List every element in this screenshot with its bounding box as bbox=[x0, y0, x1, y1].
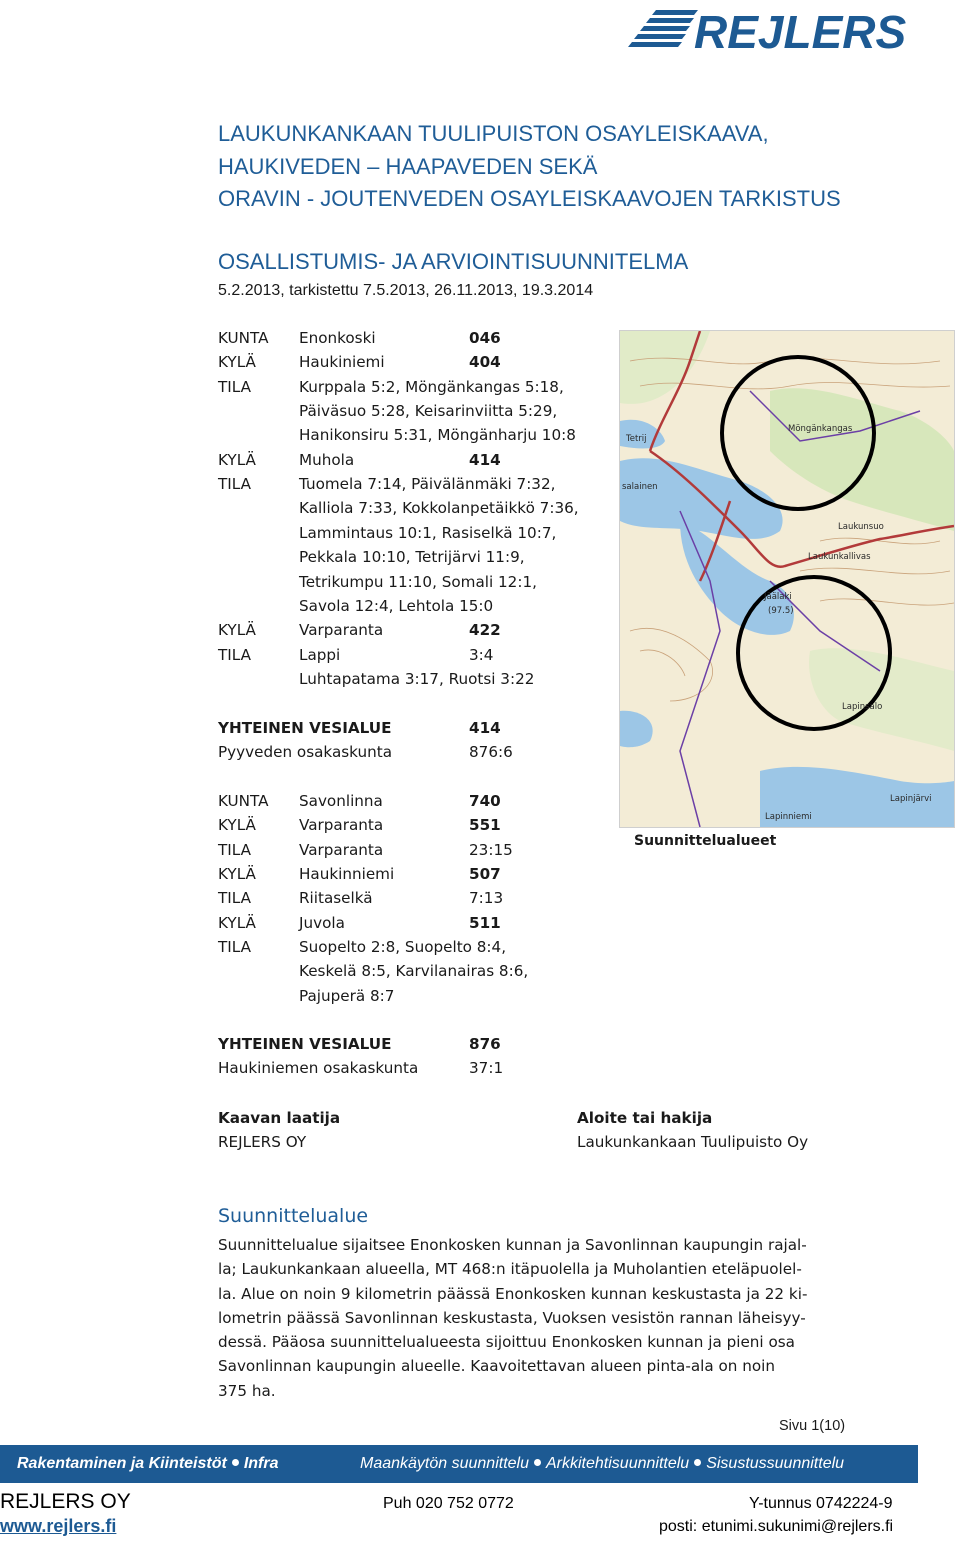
row-code: 740 bbox=[469, 792, 501, 810]
section-line: 375 ha. bbox=[218, 1381, 276, 1400]
property-row bbox=[218, 496, 618, 520]
row-type: TILA bbox=[218, 475, 251, 494]
property-row bbox=[218, 570, 618, 594]
property-row bbox=[218, 813, 618, 837]
row-code: 3:4 bbox=[469, 645, 494, 664]
section-title: Suunnittelualue bbox=[218, 1205, 369, 1227]
property-row bbox=[218, 935, 618, 959]
map-label: Lapinsalo bbox=[842, 702, 883, 712]
footer-company: REJLERS OY bbox=[0, 1490, 131, 1513]
row-code: 046 bbox=[469, 329, 501, 347]
row-type: KUNTA bbox=[218, 329, 269, 347]
row-label: Pyyveden osakaskunta bbox=[218, 743, 393, 762]
row-code: 414 bbox=[469, 719, 501, 737]
row-type: KYLÄ bbox=[218, 816, 256, 835]
footer-item: Arkkitehtisuunnittelu bbox=[546, 1455, 690, 1472]
row-type: TILA bbox=[218, 938, 251, 957]
map-label: Lapinjärvi bbox=[890, 794, 932, 804]
planner-name: REJLERS OY bbox=[218, 1133, 307, 1151]
rejlers-logo bbox=[628, 6, 952, 54]
planner-block bbox=[218, 1106, 340, 1154]
property-row bbox=[218, 959, 618, 983]
row-name: Juvola bbox=[299, 913, 345, 932]
property-row bbox=[218, 643, 618, 667]
row-type: KYLÄ bbox=[218, 865, 256, 884]
section-line: lometrin päässä Savonlinnan keskustasta, Vuoksen vesistön rannan läheisyy- bbox=[218, 1308, 806, 1327]
initiator-label: Aloite tai hakija bbox=[577, 1109, 713, 1127]
doc-subtitle: OSALLISTUMIS- JA ARVIOINTISUUNNITELMA bbox=[218, 249, 689, 274]
initiator-block bbox=[577, 1106, 808, 1154]
property-row bbox=[218, 716, 618, 740]
map-label: salainen bbox=[622, 482, 658, 492]
row-type: TILA bbox=[218, 889, 251, 908]
map-label: Tetrij bbox=[626, 434, 647, 444]
property-row bbox=[218, 448, 618, 472]
row-type: TILA bbox=[218, 840, 251, 859]
footer-item: Sisustussuunnittelu bbox=[706, 1455, 845, 1472]
property-row bbox=[218, 1032, 618, 1056]
row-name: Riitaselkä bbox=[299, 889, 373, 908]
row-name: Varparanta bbox=[299, 840, 384, 859]
doc-dates: 5.2.2013, tarkistettu 7.5.2013, 26.11.2013, 19.3.2014 bbox=[218, 282, 594, 299]
row-name: Tetrikumpu 11:10, Somali 12:1, bbox=[299, 572, 537, 591]
footer-business-id: Y-tunnus 0742224-9 bbox=[749, 1495, 893, 1512]
property-row bbox=[218, 740, 618, 764]
row-name: Hanikonsiru 5:31, Möngänharju 10:8 bbox=[299, 426, 576, 445]
row-name: Lammintaus 10:1, Rasiselkä 10:7, bbox=[299, 523, 557, 542]
row-name: Savonlinna bbox=[299, 792, 383, 810]
row-code: 7:13 bbox=[469, 889, 504, 908]
map-image bbox=[619, 330, 955, 828]
page-number: Sivu 1(10) bbox=[779, 1418, 846, 1434]
map-label: Möngänkangas bbox=[788, 424, 853, 434]
property-row bbox=[218, 886, 618, 910]
row-name: Suopelto 2:8, Suopelto 8:4, bbox=[299, 938, 507, 957]
doc-title-line-3: ORAVIN - JOUTENVEDEN OSAYLEISKAAVOJEN TARKISTUS bbox=[218, 186, 841, 211]
map-label: Laukunsuo bbox=[838, 522, 884, 532]
row-type: TILA bbox=[218, 377, 251, 396]
row-code: 876:6 bbox=[469, 743, 513, 762]
property-row bbox=[218, 1056, 618, 1080]
doc-title-line-2: HAUKIVEDEN – HAAPAVEDEN SEKÄ bbox=[218, 154, 598, 179]
row-name: Kalliola 7:33, Kokkolanpetäikkö 7:36, bbox=[299, 499, 579, 518]
property-row bbox=[218, 667, 618, 691]
footer-left bbox=[17, 1455, 279, 1473]
row-name: Haukinniemi bbox=[299, 865, 395, 884]
row-code: 422 bbox=[469, 621, 501, 640]
row-name: Keskelä 8:5, Karvilanairas 8:6, bbox=[299, 962, 529, 981]
row-code: 23:15 bbox=[469, 840, 513, 859]
property-row bbox=[218, 472, 618, 496]
row-name: Pajuperä 8:7 bbox=[299, 986, 395, 1005]
footer-email: posti: etunimi.sukunimi@rejlers.fi bbox=[659, 1518, 894, 1535]
property-row bbox=[218, 545, 618, 569]
property-row bbox=[218, 862, 618, 886]
row-code: 876 bbox=[469, 1035, 501, 1053]
map-label: Jäälaki bbox=[764, 592, 792, 602]
row-type: KYLÄ bbox=[218, 621, 256, 640]
row-name: Savola 12:4, Lehtola 15:0 bbox=[299, 596, 494, 615]
planner-label: Kaavan laatija bbox=[218, 1109, 341, 1127]
row-type: TILA bbox=[218, 645, 251, 664]
property-row bbox=[218, 618, 618, 642]
section-line: la; Laukunkankaan alueella, MT 468:n itäpuolella ja Muholantien eteläpuolel- bbox=[218, 1260, 802, 1279]
row-name: Pekkala 10:10, Tetrijärvi 11:9, bbox=[299, 548, 525, 567]
row-type: KYLÄ bbox=[218, 450, 256, 469]
row-name: Muhola bbox=[299, 450, 355, 469]
topographic-map bbox=[620, 331, 954, 827]
row-name: Enonkoski bbox=[299, 329, 376, 347]
row-name: Lappi bbox=[299, 645, 341, 664]
doc-title-line-1: LAUKUNKANKAAN TUULIPUISTON OSAYLEISKAAVA, bbox=[218, 121, 769, 146]
footer-phone: Puh 020 752 0772 bbox=[383, 1495, 514, 1512]
property-row bbox=[218, 375, 618, 399]
section-line: Suunnittelualue sijaitsee Enonkosken kunnan ja Savonlinnan kaupungin rajal- bbox=[218, 1236, 807, 1254]
row-label: YHTEINEN VESIALUE bbox=[218, 1035, 392, 1053]
section-line: dessä. Pääosa suunnittelualueesta sijoittuu Enonkosken kunnan ja pieni osa bbox=[218, 1333, 795, 1352]
bullet-icon bbox=[232, 1459, 239, 1466]
row-name: Haukiniemi bbox=[299, 353, 385, 372]
initiator-name: Laukunkankaan Tuulipuisto Oy bbox=[577, 1133, 809, 1151]
property-row bbox=[218, 521, 618, 545]
bullet-icon bbox=[534, 1459, 541, 1466]
row-label: Haukiniemen osakaskunta bbox=[218, 1059, 419, 1078]
map-caption: Suunnittelualueet bbox=[634, 833, 777, 849]
map-label: Lapinniemi bbox=[765, 812, 812, 822]
row-name: Varparanta bbox=[299, 816, 384, 835]
map-label: (97.5) bbox=[768, 606, 794, 616]
footer-website-link[interactable]: www.rejlers.fi bbox=[0, 1516, 117, 1536]
property-row bbox=[218, 911, 618, 935]
property-row bbox=[218, 399, 618, 423]
row-type: KYLÄ bbox=[218, 913, 256, 932]
property-row bbox=[218, 423, 618, 447]
row-type: KYLÄ bbox=[218, 353, 256, 372]
row-code: 507 bbox=[469, 865, 501, 884]
bullet-icon bbox=[694, 1459, 701, 1466]
property-row bbox=[218, 326, 618, 350]
row-type: KUNTA bbox=[218, 792, 269, 810]
row-code: 511 bbox=[469, 913, 501, 932]
row-code: 37:1 bbox=[469, 1059, 504, 1078]
section-line: Savonlinnan kaupungin alueelle. Kaavoitettavan alueen pinta-ala on noin bbox=[218, 1357, 776, 1376]
property-row bbox=[218, 789, 618, 813]
row-name: Tuomela 7:14, Päivälänmäki 7:32, bbox=[299, 475, 556, 494]
row-code: 551 bbox=[469, 816, 501, 835]
footer-bar bbox=[0, 1445, 918, 1483]
row-name: Päiväsuo 5:28, Keisarinviitta 5:29, bbox=[299, 402, 558, 421]
row-code: 414 bbox=[469, 450, 501, 469]
section-body bbox=[218, 1233, 844, 1403]
logo-text: REJLERS bbox=[694, 6, 907, 54]
footer-item: Maankäytön suunnittelu bbox=[360, 1455, 529, 1472]
property-row bbox=[218, 350, 618, 374]
footer-item: Infra bbox=[243, 1455, 279, 1472]
section-line: la. Alue on noin 9 kilometrin päässä Enonkosken kunnan keskustasta ja 22 ki- bbox=[218, 1284, 808, 1303]
footer-right bbox=[360, 1455, 844, 1473]
row-name: Kurppala 5:2, Möngänkangas 5:18, bbox=[299, 377, 564, 396]
row-name: Luhtapatama 3:17, Ruotsi 3:22 bbox=[299, 669, 535, 688]
footer-item: Rakentaminen ja Kiinteistöt bbox=[17, 1455, 227, 1472]
row-name: Varparanta bbox=[299, 621, 384, 640]
map-label: Laukunkallivas bbox=[808, 552, 871, 562]
property-row bbox=[218, 594, 618, 618]
property-row bbox=[218, 838, 618, 862]
row-label: YHTEINEN VESIALUE bbox=[218, 719, 392, 737]
row-code: 404 bbox=[469, 353, 501, 372]
property-row bbox=[218, 984, 618, 1008]
